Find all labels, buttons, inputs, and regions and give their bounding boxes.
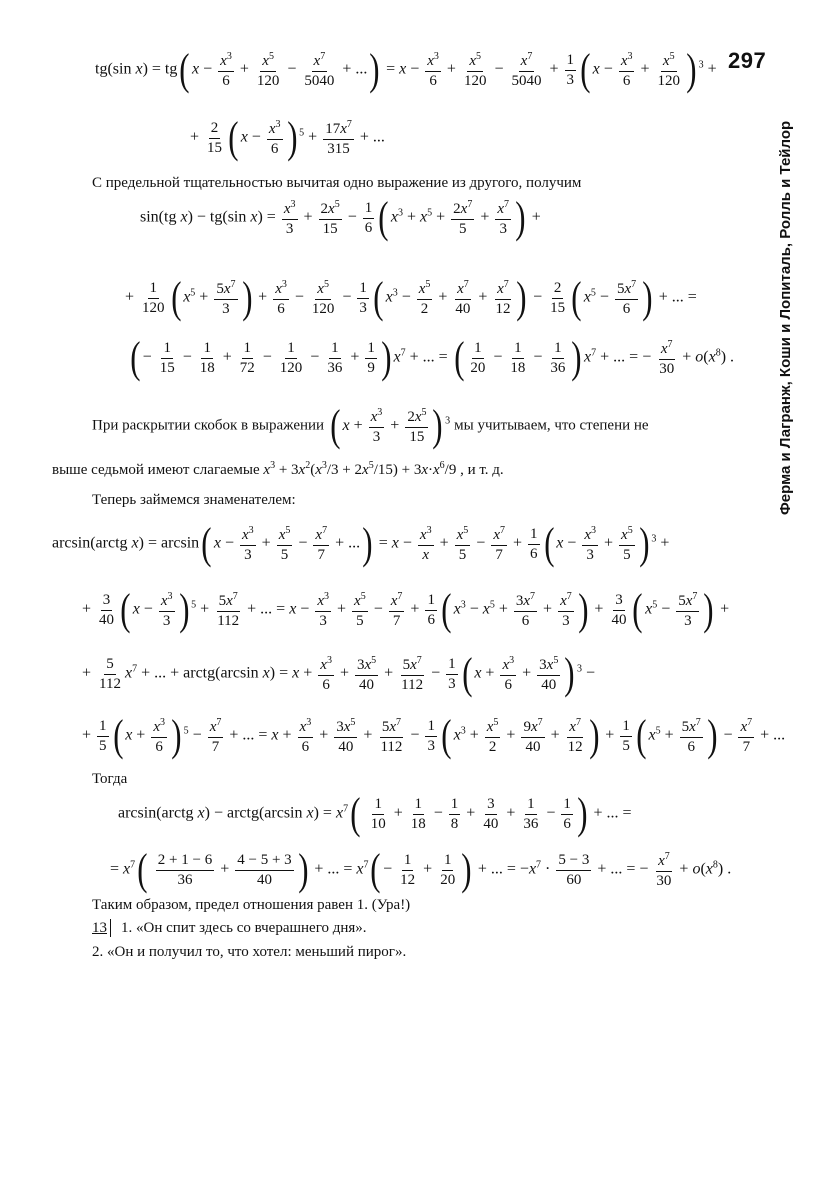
paragraph-terms <box>52 460 504 479</box>
paragraph-start: выше седьмой имеют слагаемые <box>52 462 260 478</box>
equation-difference: sin(tg x) − tg(sin x) = $\frac{x^3}{3}$ + $\frac{2x^5}{15}$ − $\frac{1}{6}$ ( $x^3 + x^5$ + $\frac{2x^7}{5}$ + $\frac{x^7}{3}$ ) + <box>140 193 541 242</box>
paragraph-end: мы учитываем, что степени не <box>454 417 649 434</box>
running-title: Ферма и Лагранж, Коши и Лопиталь, Ролль и Тейлор <box>777 120 794 515</box>
equation-tg-sin-cont: + $\frac{2}{15}$ ( x − $\frac{x^3}{6}$ ) $^5$ + $\frac{17x^7}{315}$ + ... <box>190 113 385 162</box>
paragraph-end: , и т. д. <box>460 462 504 478</box>
equation-expansion: + $\frac{1}{120}$ ( $x^5$ + $\frac{5x^7}{3}$ ) + $\frac{x^3}{6}$ − $\frac{x^5}{120}$ − $\frac{1}{3}$ ( $x^3$ − $\frac{x^5}{2}$ + $\frac{x^7}{40}$ + $\frac{x^7}{12}$ ) − $\frac{2}{15}$ ( $x^5$ − $\frac{5x^7}{6}$ ) + ... = <box>125 273 697 322</box>
footnote-1 <box>92 919 367 937</box>
equation-tg-sin: tg(sin x) = tg( x − $\frac{x^3}{6}$ + $\frac{x^5}{120}$ − $\frac{x^7}{5040}$ + ...) = x − $\frac{x^3}{6}$ + $\frac{x^5}{120}$ − $\frac{x^7}{5040}$ + $\frac{1}{3}$ ( x − $\frac{x^3}{6}$ + $\frac{x^5}{120}$ ) $^3$ + <box>95 45 717 94</box>
paragraph-start: При раскрытии скобок в выражении <box>92 417 325 434</box>
inline-expression: ( x + $\frac{x^3}{3}$ + $\frac{2x^5}{15}$ ) $^3$ <box>330 401 451 450</box>
equation-final-difference: arcsin(arctg x) − arctg(arcsin $x) = x^7$( $\frac{1}{10}$ + $\frac{1}{18}$ − $\frac{1}{8}$ + $\frac{3}{40}$ + $\frac{1}{36}$ − $\frac{1}{6}$ ) + ... = <box>118 789 632 838</box>
page-number: 297 <box>728 48 767 73</box>
footnote-marker: 13 <box>92 919 111 937</box>
equation-coefficients: ( − $\frac{1}{15}$ − $\frac{1}{18}$ + $\frac{1}{72}$ − $\frac{1}{120}$ − $\frac{1}{36}$ + $\frac{1}{9}$ ) $x^7$ + ... = ( $\frac{1}{20}$ − $\frac{1}{18}$ − $\frac{1}{36}$ ) $x^7$ + ... = − $\frac{x^7}{30}$ + $o(x^8)$ . <box>130 333 735 382</box>
equation-arctg-cont: + $\frac{1}{5}$ ( x + $\frac{x^3}{6}$ ) $^5$ − $\frac{x^7}{7}$ + ... = x + $\frac{x^3}{6}$ + $\frac{3x^5}{40}$ + $\frac{5x^7}{112}$ − $\frac{1}{3}$ ( $x^3$ + $\frac{x^5}{2}$ + $\frac{9x^7}{40}$ + $\frac{x^7}{12}$ ) + $\frac{1}{5}$ ( $x^5$ + $\frac{5x^7}{6}$ ) − $\frac{x^7}{7}$ + ... <box>82 711 786 760</box>
equation-final-result: = $x^7$( $\frac{2 + 1 - 6}{36}$ + $\frac{4 - 5 + 3}{40}$ ) + ... = $x^7$( − $\frac{1}{12}$ + $\frac{1}{20}$ ) + ... = $-x^7$ · $\frac{5 - 3}{60}$ + ... = − $\frac{x^7}{30}$ + $o(x^8)$ . <box>110 845 732 894</box>
equation-arcsin-arctg: arcsin(arctg x) = arcsin( x − $\frac{x^3}{3}$ + $\frac{x^5}{5}$ − $\frac{x^7}{7}$ + ...) = x − $\frac{x^3}{x}$ + $\frac{x^5}{5}$ − $\frac{x^7}{7}$ + $\frac{1}{6}$ ( x − $\frac{x^3}{3}$ + $\frac{x^5}{5}$ ) $^3$ + <box>52 519 670 568</box>
paragraph: С предельной тщательностью вычитая одно выражение из другого, получим <box>92 175 582 191</box>
paragraph-then: Тогда <box>92 771 128 787</box>
equation-arctg-arcsin: + $\frac{5}{112}$ $x^7$ + ... + arctg(arcsin x) = x + $\frac{x^3}{6}$ + $\frac{3x^5}{40}$ + $\frac{5x^7}{112}$ − $\frac{1}{3}$ ( x + $\frac{x^3}{6}$ + $\frac{3x^5}{40}$ ) $^3$ − <box>82 649 596 698</box>
inline-terms: $x^3 + 3x^2(x^3/3 + 2x^5/15) + 3x\cdot x^6/9$ <box>263 460 461 478</box>
paragraph-brackets <box>92 401 649 450</box>
paragraph-denominator: Теперь займемся знаменателем: <box>92 492 296 508</box>
paragraph-conclusion: Таким образом, предел отношения равен 1. (Ура!) <box>92 897 411 913</box>
equation-arcsin-cont: + $\frac{3}{40}$ ( x − $\frac{x^3}{3}$ ) $^5$ + $\frac{5x^7}{112}$ + ... = x − $\frac{x^3}{3}$ + $\frac{x^5}{5}$ − $\frac{x^7}{7}$ + $\frac{1}{6}$ ( $x^3 - x^5$ + $\frac{3x^7}{6}$ + $\frac{x^7}{3}$ ) + $\frac{3}{40}$ ( $x^5$ − $\frac{5x^7}{3}$ ) + <box>82 585 730 634</box>
footnote-2: 2. «Он и получил то, что хотел: меньший пирог». <box>92 944 407 960</box>
footnote-text: 1. «Он спит здесь со вчерашнего дня». <box>121 920 367 936</box>
